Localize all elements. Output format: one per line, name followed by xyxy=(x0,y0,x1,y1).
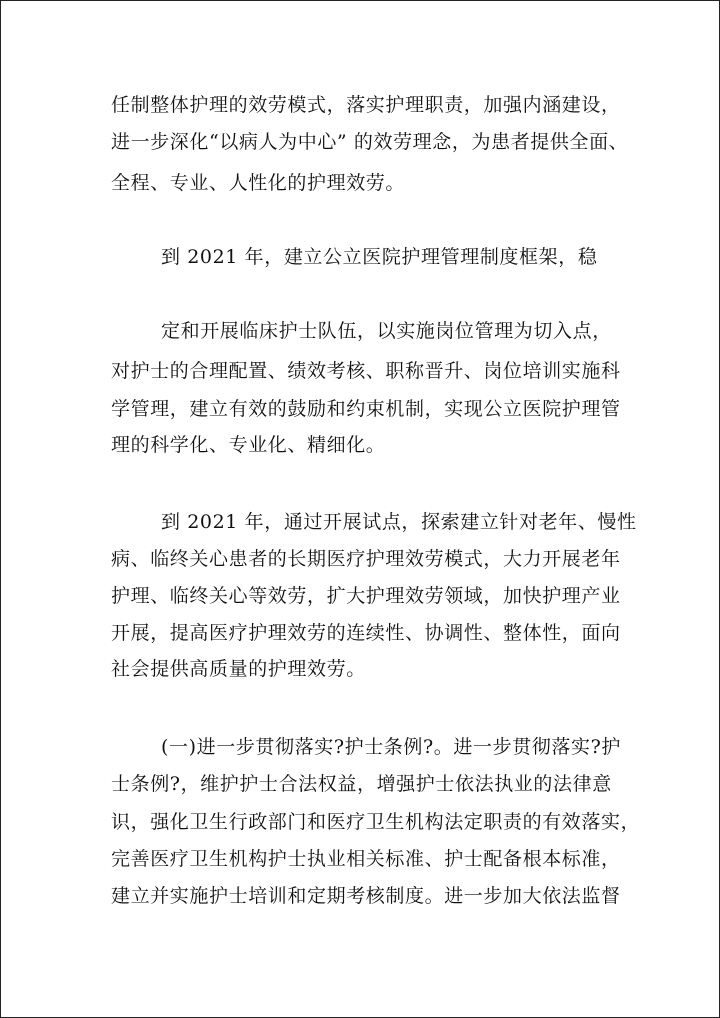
text-line: 对护士的合理配置、绩效考核、职称晋升、岗位培训实施科 xyxy=(111,360,621,382)
text-line: 护理、临终关心等效劳，扩大护理效劳领域，加快护理产业 xyxy=(111,585,621,607)
text-line: 识，强化卫生行政部门和医疗卫生机构法定职责的有效落实， xyxy=(111,811,641,833)
text-line: 建立并实施护士培训和定期考核制度。进一步加大依法监督 xyxy=(111,885,621,907)
paragraph-start: 到 2021 年，建立公立医院护理管理制度框架，稳 xyxy=(161,246,598,268)
text-line: 全程、专业、人性化的护理效劳。 xyxy=(111,172,406,194)
text-line: 进一步深化“以病人为中心” 的效劳理念，为患者提供全面、 xyxy=(111,131,629,153)
text-line: 病、临终关心患者的长期医疗护理效劳模式，大力开展老年 xyxy=(111,548,621,570)
text-line: 任制整体护理的效劳模式，落实护理职责，加强内涵建设， xyxy=(111,94,621,116)
text-line: 完善医疗卫生机构护士执业相关标准、护士配备根本标准， xyxy=(111,848,621,870)
text-line: 士条例?，维护护士合法权益，增强护士依法执业的法律意 xyxy=(111,773,612,795)
text-line: 社会提供高质量的护理效劳。 xyxy=(111,658,366,680)
text-line: 开展，提高医疗护理效劳的连续性、协调性、整体性，面向 xyxy=(111,622,621,644)
text-line: 理的科学化、专业化、精细化。 xyxy=(111,434,386,456)
paragraph-start: 定和开展临床护士队伍，以实施岗位管理为切入点， xyxy=(161,320,612,342)
paragraph-start: (一)进一步贯彻落实?护士条例?。进一步贯彻落实?护 xyxy=(161,736,621,758)
text-line: 学管理，建立有效的鼓励和约束机制，实现公立医院护理管 xyxy=(111,398,621,420)
paragraph-start: 到 2021 年，通过开展试点，探索建立针对老年、慢性 xyxy=(161,511,637,533)
